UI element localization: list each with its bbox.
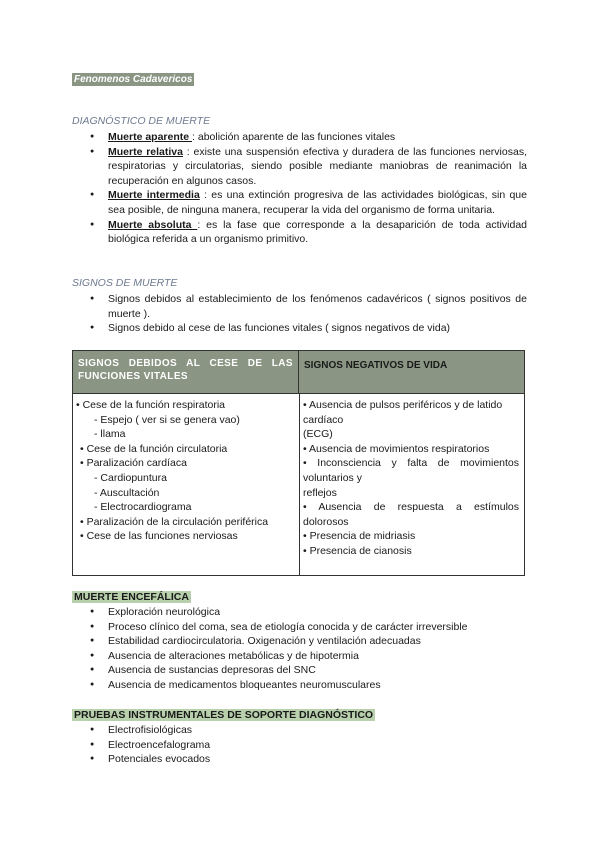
table-cell-col2 [303,398,519,559]
term-muerte-aparente: Muerte aparente [108,131,193,143]
table-line: • Presencia de midriasis [303,530,416,543]
table-line: cardíaco [303,413,344,426]
table-line: - Espejo ( ver si se genera vao) [94,413,240,426]
list-item [90,145,527,189]
document-title: Fenomenos Cadavericos [74,74,193,85]
list-item: ● Ausencia de alteraciones metabólicas y de hipotermia [90,649,550,664]
list-item: ● Proceso clínico del coma, sea de etiología conocida y de carácter irreversible [90,620,550,635]
table-line: • Cese de la función respiratoria [76,399,226,411]
pruebas-list [90,723,527,767]
pruebas-heading: PRUEBAS INSTRUMENTALES DE SOPORTE DIAGNÓSTICO [74,709,374,721]
term-definition: : es una extinción progresiva de las actividades biológicas, sin que sea posible, de ninguna manera, recuperar la vida del organismo de forma unitaria. [108,189,527,216]
table-line: • Inconsciencia y falta de movimientos [303,457,519,470]
table-line: • Paralización de la circulación periférica [80,515,269,528]
table-line: • Cese de las funciones nerviosas [80,530,238,543]
table-line: - llama [94,428,126,441]
list-item [90,188,527,217]
term-definition: : abolición aparente de las funciones vitales [192,131,396,143]
diagnostico-heading: DIAGNÓSTICO DE MUERTE [72,115,211,127]
table-line: - Electrocardiograma [94,501,192,514]
table-line: • Ausencia de pulsos periféricos y de latido [303,399,503,411]
table-line: - Auscultación [94,486,160,499]
term-muerte-relativa: Muerte relativa [108,145,183,158]
diagnostico-list [90,130,527,247]
encefalica-heading: MUERTE ENCEFÁLICA [74,591,189,603]
list-item: ● Ausencia de sustancias depresoras del SNC [90,663,550,678]
term-muerte-absoluta: Muerte absoluta [108,218,198,231]
signos-heading: SIGNOS DE MUERTE [72,277,178,289]
list-item: ● Exploración neurológica [90,605,550,620]
table-line: • Ausencia de respuesta a estímulos [303,501,519,514]
list-item: ● Electroencefalograma [90,738,527,753]
list-item: ● Signos debidos al establecimiento de los fenómenos cadavéricos ( signos positivos de muerte ). [90,292,527,321]
table-line: reflejos [303,486,337,499]
list-item [90,218,527,247]
signs-table [72,350,525,576]
signos-list [90,292,527,336]
table-line: voluntarios y [303,471,362,484]
list-item: ● Estabilidad cardiocirculatoria. Oxigenación y ventilación adecuadas [90,634,550,649]
list-item: ● Electrofisiológicas [90,723,527,738]
table-header-col1: SIGNOS DEBIDOS AL CESE DE LAS FUNCIONES VITALES [73,351,299,393]
table-line: dolorosos [303,515,349,528]
table-cell-col1 [76,398,296,544]
list-item: ● Signos debido al cese de las funciones vitales ( signos negativos de vida) [90,321,527,336]
table-header-col2: SIGNOS NEGATIVOS DE VIDA [299,351,524,393]
list-item: ● Ausencia de medicamentos bloqueantes neuromusculares [90,678,550,693]
term-definition: : es la fase que corresponde a la desaparición de toda actividad biológica referida a un organismo primitivo. [108,218,527,246]
term-definition: : existe una suspensión efectiva y duradera de las funciones nerviosas, respiratorias y circulatorias, siendo posible mediante maniobras de reanimación la recuperación en algunos casos. [108,145,527,187]
table-line: (ECG) [303,428,333,441]
table-line: • Paralización cardíaca [80,457,187,470]
table-line: • Cese de la función circulatoria [80,442,228,455]
table-line: • Presencia de cianosis [303,544,412,557]
table-column-divider [299,393,300,575]
table-line: - Cardiopuntura [94,471,167,484]
term-muerte-intermedia: Muerte intermedia [108,189,200,202]
list-item [90,130,527,145]
encefalica-list [90,605,550,693]
list-item: ● Potenciales evocados [90,752,527,767]
table-line: • Ausencia de movimientos respiratorios [303,442,490,455]
